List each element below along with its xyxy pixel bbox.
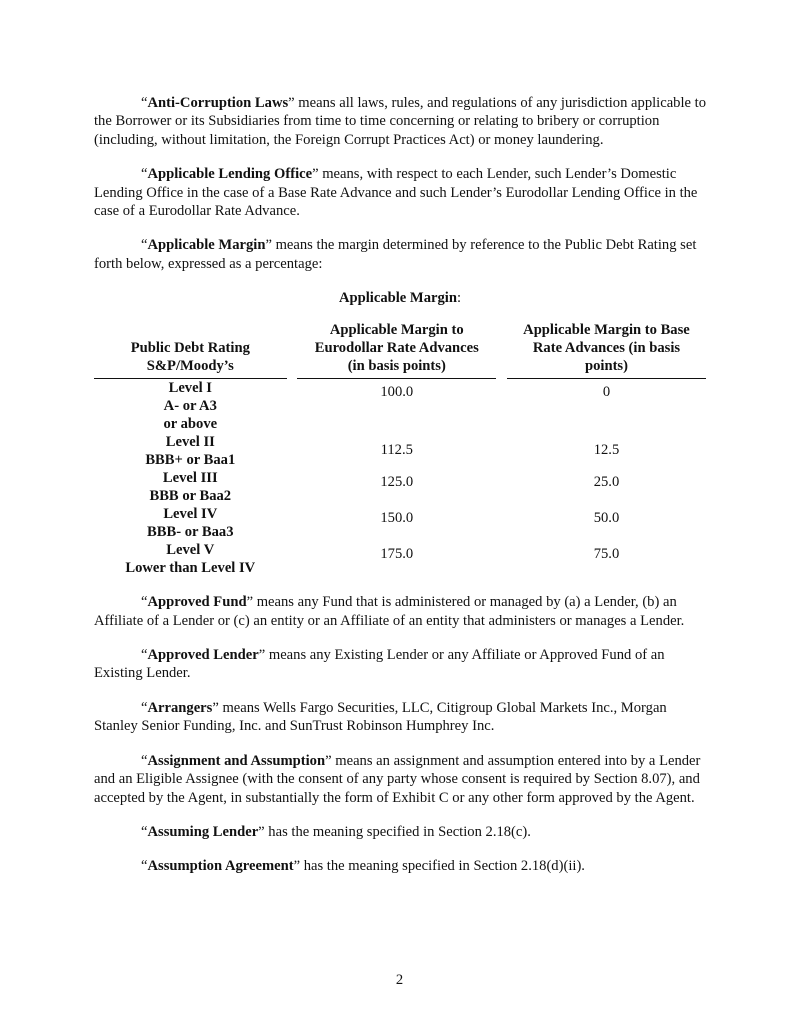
base-rate-margin-cell: 12.5 — [593, 442, 620, 459]
table-row — [94, 433, 706, 469]
definition-paragraph: “Approved Fund” means any Fund that is administered or managed by (a) a Lender, (b) an Affiliate of a Lender or (c) an entity or an Affiliate of an entity that administers or manages a Lender. — [94, 594, 685, 629]
defined-term: Anti-Corruption Laws — [147, 95, 289, 111]
definition-paragraph: “Assignment and Assumption” means an assignment and assumption entered into by a Lender and an Eligible Assignee (with the consent of any party whose consent is required by Section 8.07), and accepted by the Agent, in substantially the form of Exhibit C or any other form approved by the Agent. — [94, 752, 701, 806]
defined-term: Assignment and Assumption — [147, 752, 326, 769]
definition-paragraph: “Applicable Margin” means the margin determined by reference to the Public Debt Rating set forth below, expressed as a percentage: — [94, 237, 697, 272]
definition-text: ” means, with respect to each Lender, such Lender’s Domestic Lending Office in the case of a Base Rate Advance and such Lender’s Eurodollar Lending Office in the case of a Eurodollar Rate Advance. — [94, 166, 698, 220]
eurodollar-margin-cell: 150.0 — [380, 510, 414, 527]
base-rate-margin-cell: 50.0 — [593, 510, 620, 527]
table-header-row — [94, 321, 706, 379]
eurodollar-margin-cell: 125.0 — [380, 474, 414, 491]
header-base-rate-margin: Applicable Margin to Base Rate Advances (in basis points) — [507, 321, 706, 379]
header-public-debt-rating: Public Debt Rating S&P/Moody’s — [94, 321, 287, 379]
defined-term: Assuming Lender — [147, 823, 259, 840]
definition-paragraph: “Assumption Agreement” has the meaning specified in Section 2.18(d)(ii). — [141, 858, 585, 875]
base-rate-margin-cell: 25.0 — [593, 474, 620, 491]
defined-term: Arrangers — [147, 699, 213, 716]
rating-cell: Level V Lower than Level IV — [125, 542, 256, 577]
definition-paragraph: “Arrangers” means Wells Fargo Securities, LLC, Citigroup Global Markets Inc., Morgan Stanley Senior Funding, Inc. and SunTrust Robinson Humphrey Inc. — [94, 699, 667, 735]
table-row — [94, 469, 706, 505]
defined-term: Applicable Lending Office — [147, 166, 313, 183]
rating-cell: Level I A- or A3 or above — [163, 380, 218, 433]
definition-paragraph: “Assuming Lender” has the meaning specified in Section 2.18(c). — [141, 823, 531, 840]
table-row — [94, 379, 706, 433]
table-row — [94, 541, 706, 577]
definition-paragraph: “Anti-Corruption Laws” means all laws, rules, and regulations of any jurisdiction applicable to the Borrower or its Subsidiaries from time to time concerning or relating to bribery or corruption (including, without limitation, the Foreign Corrupt Practices Act) or money laundering. — [94, 95, 707, 148]
rating-cell: Level IV BBB- or Baa3 — [147, 506, 234, 541]
definition-text: ” means Wells Fargo Securities, LLC, Citigroup Global Markets Inc., Morgan Stanley Senior Funding, Inc. and SunTrust Robinson Humphrey Inc. — [94, 699, 667, 735]
definition-text: ” means any Existing Lender or any Affiliate or Approved Fund of an Existing Lender. — [94, 647, 665, 682]
eurodollar-margin-cell: 100.0 — [380, 384, 414, 401]
eurodollar-margin-cell: 175.0 — [380, 546, 414, 563]
definition-text: ” means an assignment and assumption entered into by a Lender and an Eligible Assignee (with the consent of any party whose consent is required by Section 8.07), and accepted by the Agent, in substantially the form of Exhibit C or any other form approved by the Agent. — [94, 752, 701, 806]
definition-text: ” has the meaning specified in Section 2.18(d)(ii). — [293, 858, 585, 875]
definition-paragraph: “Applicable Lending Office” means, with respect to each Lender, such Lender’s Domestic Lending Office in the case of a Base Rate Advance and such Lender’s Eurodollar Lending Office in the case of a Eurodollar Rate Advance. — [94, 166, 698, 220]
definition-text: ” has the meaning specified in Section 2.18(c). — [258, 823, 531, 840]
base-rate-margin-cell: 75.0 — [593, 546, 620, 563]
defined-term: Approved Fund — [147, 594, 247, 611]
table-title: Applicable Margin: — [338, 290, 462, 307]
definition-text: ” means any Fund that is administered or managed by (a) a Lender, (b) an Affiliate of a Lender or (c) an entity or an Affiliate of an entity that administers or manages a Lender. — [94, 594, 685, 629]
defined-term: Applicable Margin — [147, 237, 266, 254]
definition-text: ” means the margin determined by reference to the Public Debt Rating set forth below, expressed as a percentage: — [94, 237, 697, 272]
defined-term: Assumption Agreement — [147, 858, 294, 875]
applicable-margin-table — [94, 321, 706, 577]
document-page — [94, 94, 706, 892]
definition-paragraph: “Approved Lender” means any Existing Lender or any Affiliate or Approved Fund of an Existing Lender. — [94, 647, 665, 682]
rating-cell: Level III BBB or Baa2 — [149, 470, 232, 505]
eurodollar-margin-cell: 112.5 — [380, 442, 413, 459]
definition-text: ” means all laws, rules, and regulations of any jurisdiction applicable to the Borrower or its Subsidiaries from time to time concerning or relating to bribery or corruption (including, without limitation, the Foreign Corrupt Practices Act) or money laundering. — [94, 95, 707, 148]
header-eurodollar-margin: Applicable Margin to Eurodollar Rate Advances (in basis points) — [297, 321, 496, 379]
table-row — [94, 505, 706, 541]
rating-cell: Level II BBB+ or Baa1 — [145, 434, 236, 469]
base-rate-margin-cell: 0 — [602, 384, 611, 401]
defined-term: Approved Lender — [147, 647, 259, 664]
page-number: 2 — [395, 972, 404, 988]
